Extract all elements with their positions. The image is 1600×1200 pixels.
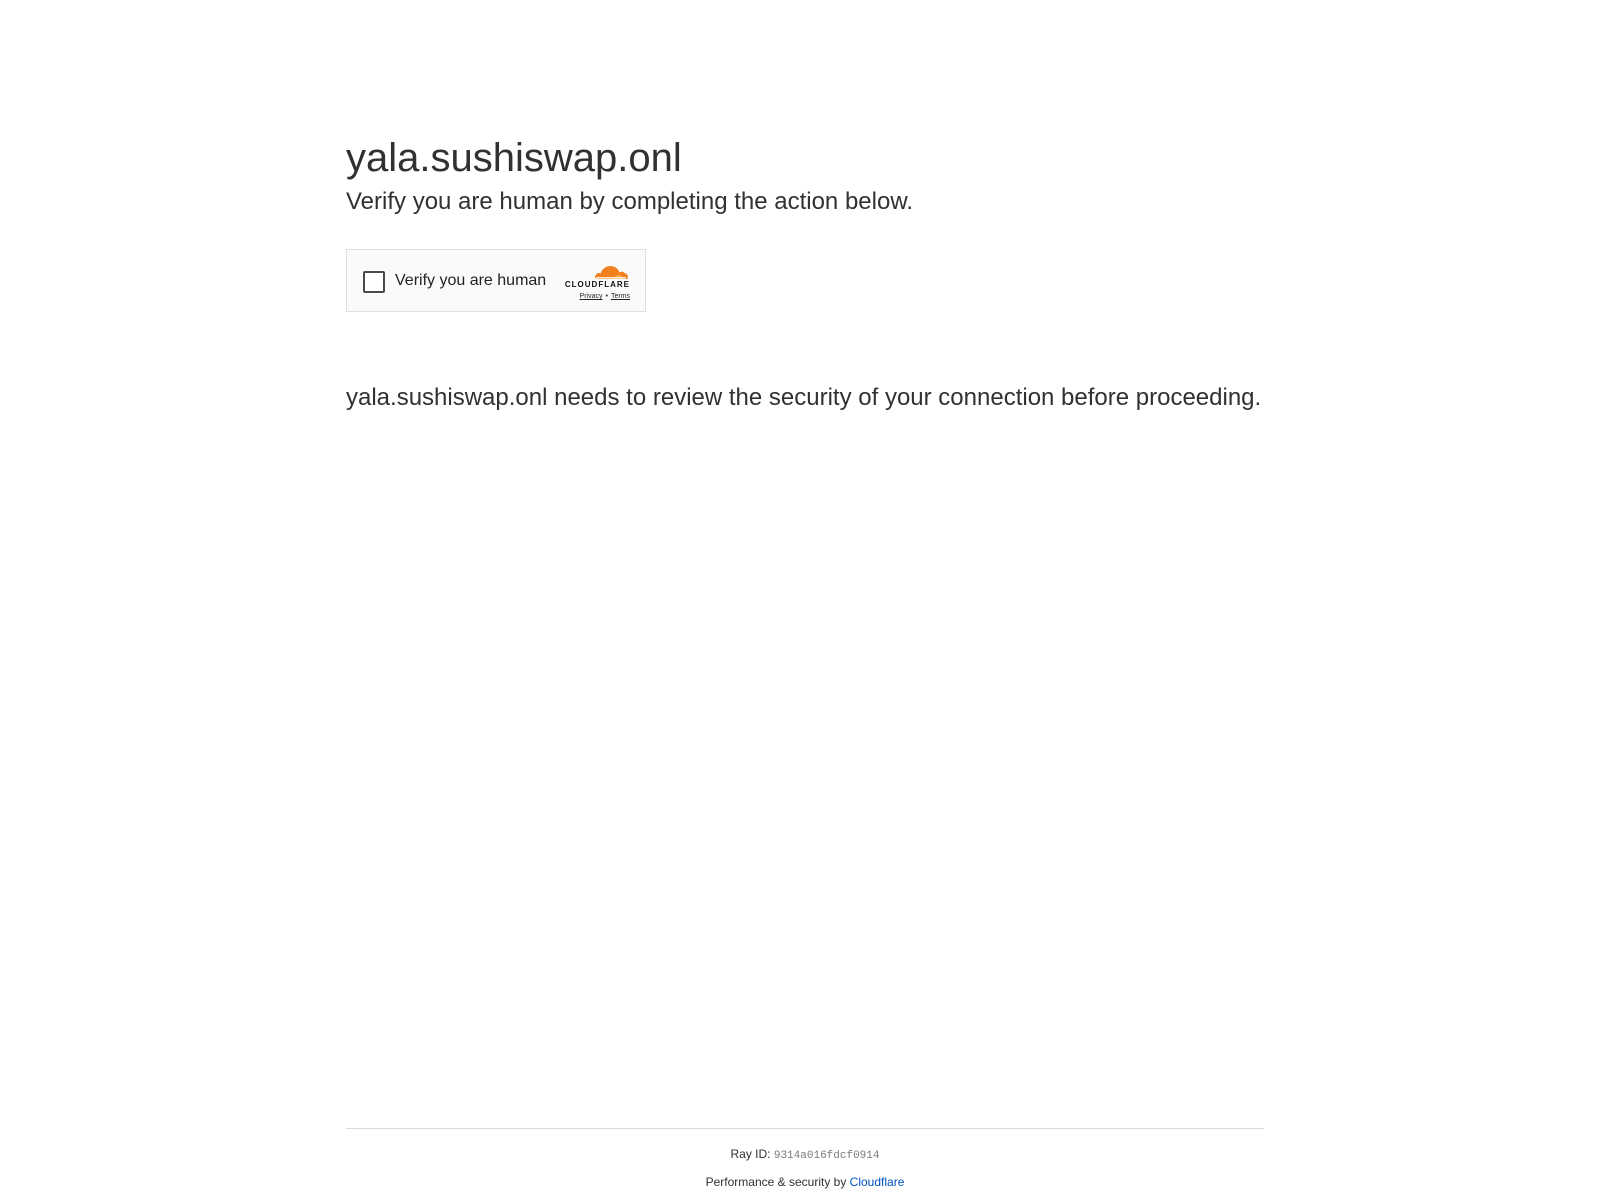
security-review-text: yala.sushiswap.onl needs to review the security of your connection before proceeding.	[346, 384, 1262, 411]
links-separator: •	[605, 293, 608, 300]
cloudflare-logo	[554, 260, 630, 290]
cloudflare-cloud-icon	[592, 260, 630, 280]
performance-line	[346, 1174, 1264, 1190]
ray-id-line	[346, 1146, 1264, 1164]
cloudflare-link[interactable]: Cloudflare	[849, 1175, 905, 1189]
performance-prefix: Performance & security by	[705, 1175, 847, 1189]
verify-subtitle: Verify you are human by completing the action below.	[346, 188, 913, 215]
terms-link[interactable]: Terms	[610, 293, 630, 300]
verify-checkbox[interactable]	[363, 271, 385, 293]
site-title: yala.sushiswap.onl	[346, 136, 682, 180]
ray-id-label: Ray ID:	[730, 1147, 771, 1161]
main-content	[346, 132, 1264, 416]
cloudflare-wordmark: CLOUDFLARE	[564, 280, 630, 289]
widget-links	[580, 292, 630, 301]
ray-id-value: 9314a016fdcf0914	[773, 1150, 880, 1162]
footer	[346, 1128, 1264, 1190]
turnstile-widget	[346, 249, 646, 312]
privacy-link[interactable]: Privacy	[579, 293, 603, 300]
verify-checkbox-label[interactable]: Verify you are human	[395, 272, 547, 289]
